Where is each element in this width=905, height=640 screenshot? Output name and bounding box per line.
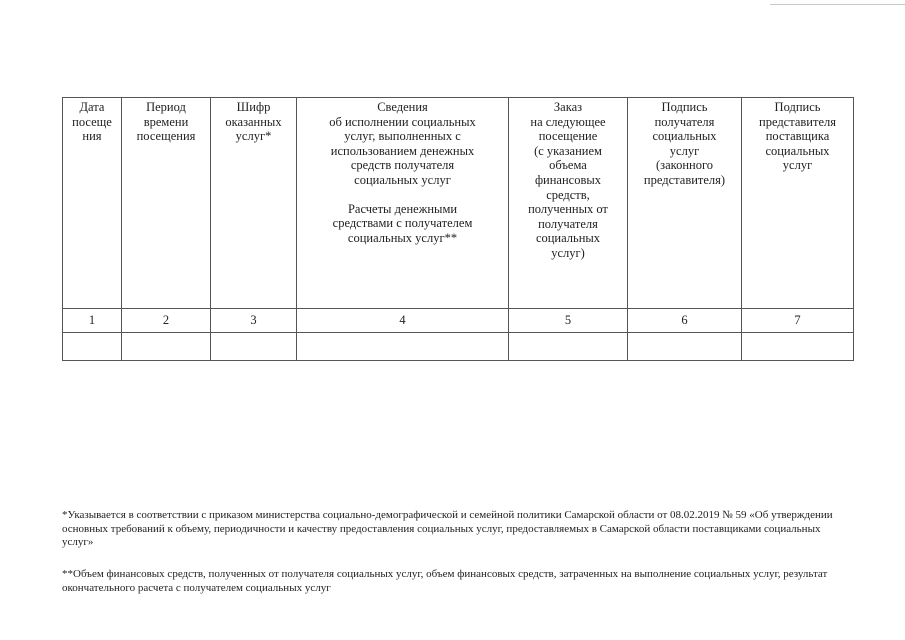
header-service-code: Шифр оказанных услуг* (211, 98, 297, 309)
header-cash-settlement: Расчеты денежными средствами с получателем социальных услуг** (332, 201, 473, 245)
blank-cell (742, 333, 854, 361)
blank-cell (122, 333, 211, 361)
header-services-info: Сведения об исполнении социальных услуг, выполненных с использованием денежных средств получателя социальных услуг Расчеты денежными средствами с получателем социальных услуг** (297, 98, 509, 309)
column-number: 6 (628, 309, 742, 333)
table-header-row (63, 98, 854, 309)
column-number: 5 (509, 309, 628, 333)
blank-cell (211, 333, 297, 361)
blank-cell (297, 333, 509, 361)
scan-edge-line (770, 4, 905, 5)
blank-cell (509, 333, 628, 361)
header-recipient-signature: Подпись получателя социальных услуг (законного представителя) (628, 98, 742, 309)
blank-cell (628, 333, 742, 361)
column-number: 4 (297, 309, 509, 333)
header-provider-signature: Подпись представителя поставщика социальных услуг (742, 98, 854, 309)
column-number: 2 (122, 309, 211, 333)
footnote-service-code: *Указывается в соответствии с приказом министерства социально-демографической и семейной политики Самарской области от 08.02.2019 № 59 «Об утверждении основных требований к объему, периодичности и качеству предоставления социальных услуг, предоставляемых в Самарской области поставщиками социальных услуг» (62, 509, 833, 549)
blank-entry-row (63, 333, 854, 361)
blank-cell (63, 333, 122, 361)
visit-record-table (62, 97, 854, 361)
header-next-order: Заказ на следующее посещение (с указанием объема финансовых средств, полученных от получателя социальных услуг) (509, 98, 628, 309)
footnote-financial-volume: **Объем финансовых средств, полученных от получателя социальных услуг, объем финансовых средств, затраченных на выполнение социальных услуг, результат окончательного расчета с получателем социальных услуг (62, 568, 828, 594)
column-number-row (63, 309, 854, 333)
column-number: 7 (742, 309, 854, 333)
column-number: 1 (63, 309, 122, 333)
header-visit-period: Период времени посещения (122, 98, 211, 309)
header-visit-date: Дата посеще ния (63, 98, 122, 309)
column-number: 3 (211, 309, 297, 333)
